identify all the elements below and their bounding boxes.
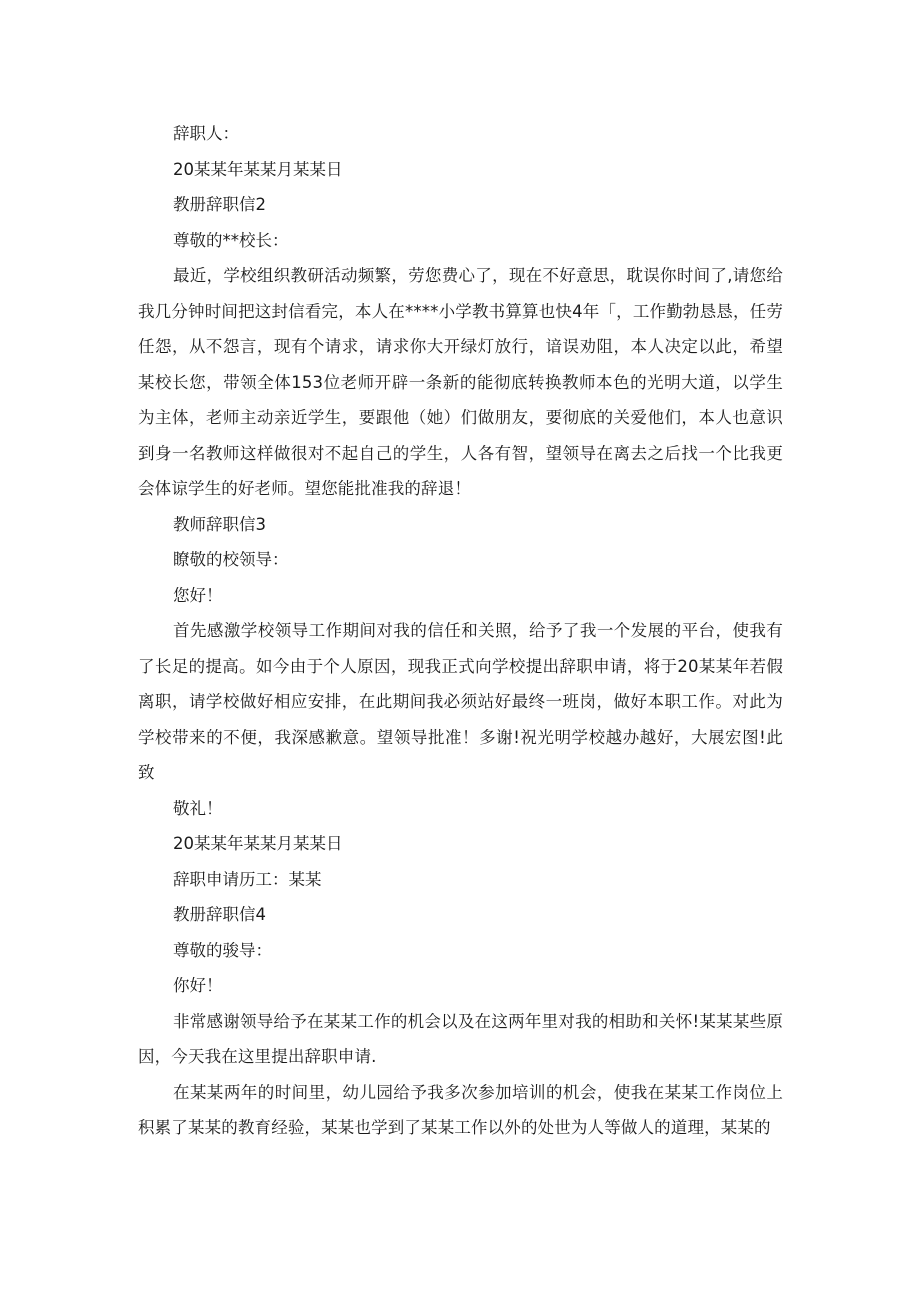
salutation-2: 尊敬的**校长：	[173, 230, 289, 250]
greeting-3: 您好！	[173, 585, 223, 605]
body-paragraph-2: 最近，学校组织教研活动频繁，劳您费心了，现在不好意思，耽误你时间了,请您给我几分钟时间把这封信看完，本人在****小学教书算算也快4年「，工作勤勃恳恳，任劳任怨，从不怨言，现有个请求，请求你大开绿灯放行，谙误劝阻，本人决定以此，希望某校长您，带领全体153位老师开辟一条新的能彻底转换教师本色的光明大道，以学生为主体，老师主动亲近学生，要跟他（她）们做朋友，要彻底的关爱他们，本人也意识到身一名教师这样做很对不起自己的学生，人各有智，望领导在离去之后找一个比我更会体谅学生的好老师。望您能批准我的辞退！	[138, 266, 783, 498]
document-body	[138, 116, 783, 1146]
date-line-1: 20某某年某某月某某日	[173, 159, 343, 179]
body-paragraph-4a: 非常感谢领导给予在某某工作的机会以及在这两年里对我的相助和关怀!某某某些原因，今天我在这里提出辞职申请.	[138, 1011, 783, 1066]
letter-title-2: 教册辞职信2	[173, 195, 266, 214]
closing-3: 敬礼！	[173, 798, 223, 818]
signature-label-1: 辞职人：	[173, 124, 239, 143]
letter-title-3: 教师辞职信3	[173, 514, 266, 534]
date-line-3: 20某某年某某月某某日	[173, 834, 343, 853]
salutation-3: 瞭敬的校领导：	[173, 550, 289, 569]
body-paragraph-3: 首先感激学校领导工作期间对我的信任和关照，给予了我一个发展的平台，使我有了长足的提高。如今由于个人原因，现我正式向学校提出辞职申请，将于20某某年若假离职，请学校做好相应安排，在此期间我必须站好最终一班岗，做好本职工作。对此为学校带来的不便，我深感歉意。望领导批准！多谢!祝光明学校越办越好，大展宏图!此致	[138, 621, 783, 782]
body-paragraph-4b: 在某某两年的时间里，幼儿园给予我多次参加培训的机会，使我在某某工作岗位上积累了某某的教育经验，某某也学到了某某工作以外的处世为人等做人的道理，某某的	[138, 1082, 783, 1137]
salutation-4: 尊敬的骏导：	[173, 940, 272, 960]
letter-title-4: 教册辞职信4	[173, 905, 266, 924]
signature-line-3: 辞职申请历工：某某	[173, 869, 322, 889]
greeting-4: 你好！	[173, 976, 223, 995]
